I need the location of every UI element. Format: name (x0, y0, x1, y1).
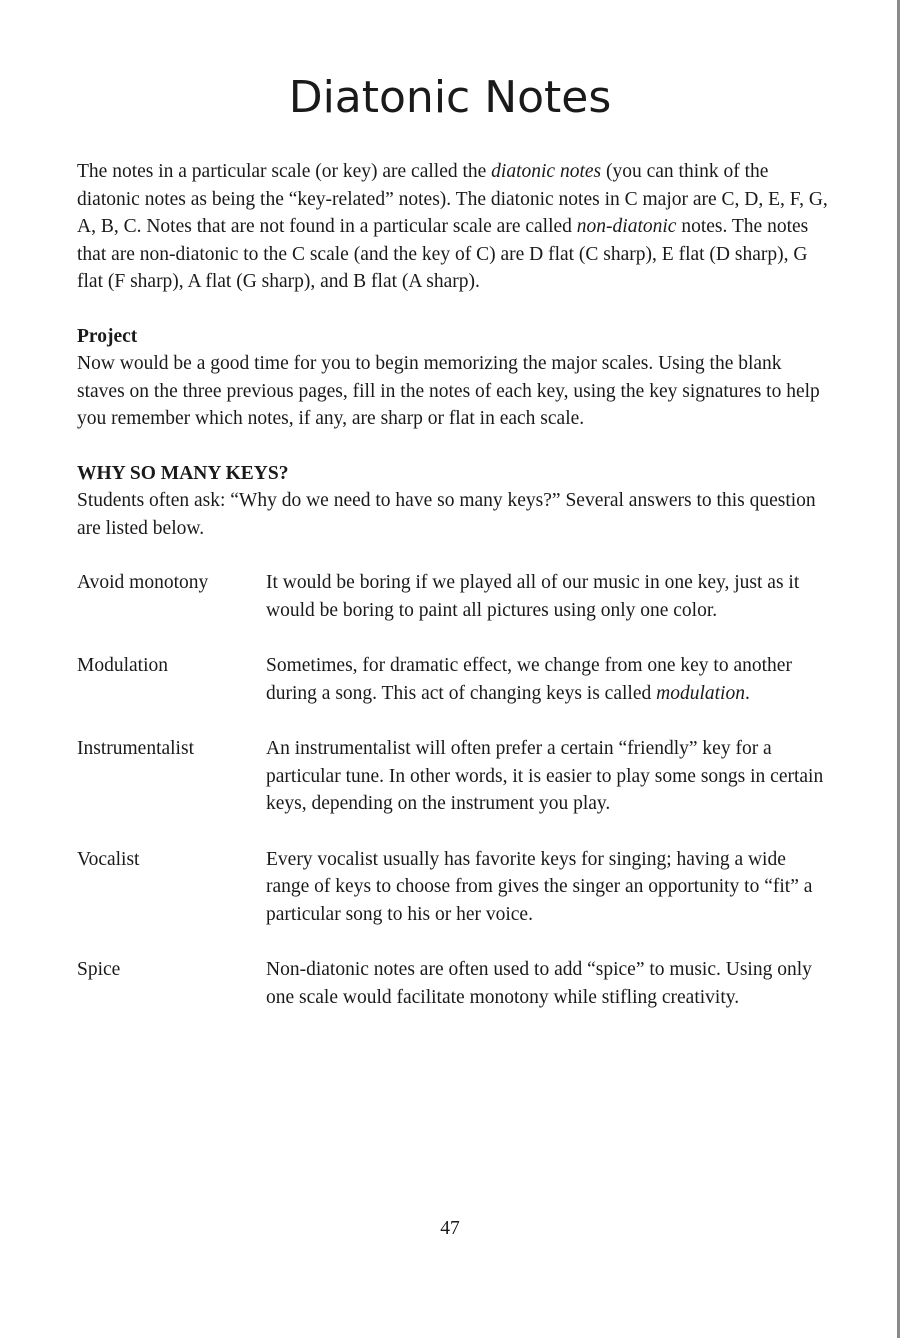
reason-description: It would be boring if we played all of our music in one key, just as it would be boring to paint all pictures using only one color. (266, 572, 800, 621)
reason-term: Spice (77, 959, 121, 980)
reason-description: An instrumentalist will often prefer a certain “friendly” key for a particular tune. In other words, it is easier to play some songs in certain keys, depending on the instrument you play. (266, 738, 824, 814)
reason-description (266, 652, 832, 707)
reason-description: Every vocalist usually has favorite keys for singing; having a wide range of keys to choose from gives the singer an opportunity to “fit” a particular song to his or her voice. (266, 848, 813, 925)
reason-description-end: . (744, 682, 750, 704)
keys-heading: WHY SO MANY KEYS? (77, 462, 289, 484)
reason-term: Vocalist (77, 848, 140, 870)
reason-modulation (77, 652, 832, 707)
reason-spice (77, 956, 832, 1011)
page-number: 47 (440, 1218, 460, 1239)
reason-term: Instrumentalist (77, 738, 194, 759)
keys-paragraph: Students often ask: “Why do we need to have so many keys?” Several answers to this question are listed below. (77, 490, 816, 539)
intro-text-2: (you can think of the diatonic notes as being the “key-related” notes). The diatonic notes in C major are C, D, E, F, G, A, B, C. Notes that are not found in a particular scale are called (77, 161, 828, 237)
reason-term: Avoid monotony (77, 572, 209, 593)
term-diatonic-notes: diatonic notes (491, 161, 602, 182)
page-content (77, 158, 832, 1039)
reasons-list (77, 569, 832, 1011)
project-paragraph: Now would be a good time for you to begin memorizing the major scales. Using the blank staves on the three previous pages, fill in the notes of each key, using the key signatures to help you remember which notes, if any, are sharp or flat in each scale. (77, 353, 820, 429)
intro-text-3: notes. The notes that are non-diatonic to the C scale (and the key of C) are D flat (C sharp), E flat (D sharp), G flat (F sharp), A flat (G sharp), and B flat (A sharp). (77, 216, 809, 292)
project-heading: Project (77, 325, 138, 347)
reason-instrumentalist (77, 735, 832, 818)
reason-vocalist (77, 846, 832, 929)
page-title: Diatonic Notes (288, 72, 612, 123)
intro-text-1: The notes in a particular scale (or key) are called the (77, 161, 492, 182)
reason-avoid-monotony (77, 569, 832, 624)
reason-description: Non-diatonic notes are often used to add “spice” to music. Using only one scale would facilitate monotony while stifling creativity. (266, 959, 812, 1008)
intro-paragraph (77, 158, 832, 296)
reason-term: Modulation (77, 655, 168, 676)
reason-description-text: Sometimes, for dramatic effect, we change from one key to another during a song. This act of changing keys is called (266, 655, 792, 704)
term-modulation: modulation (656, 682, 745, 704)
term-non-diatonic: non-diatonic (576, 216, 677, 237)
